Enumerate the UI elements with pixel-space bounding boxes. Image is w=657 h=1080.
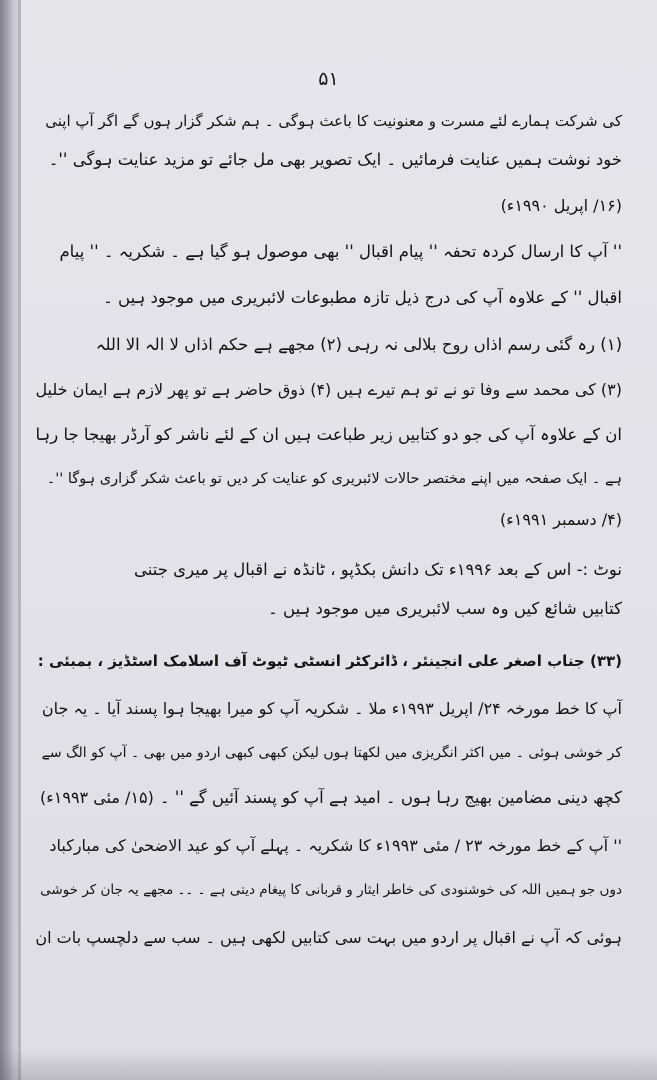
page-number: ۵۱ <box>318 68 339 90</box>
text-line-20: ہوئی کہ آپ نے اقبال پر اردو میں بہت سی کتابیں لکھی ہیں ۔ سب سے دلچسپ بات ان <box>35 928 622 947</box>
text-line-4: '' آپ کا ارسال کردہ تحفہ '' پیام اقبال '' بھی موصول ہو گیا ہے ۔ شکریہ ۔ '' پیام <box>59 242 622 261</box>
text-line-9: ہے ۔ ایک صفحہ میں اپنے مختصر حالات لائبریری کو عنایت کر دیں تو باعث شکر گزاری ہوگا ''۔ <box>46 471 622 487</box>
text-line-2: خود نوشت ہمیں عنایت فرمائیں ۔ ایک تصویر بھی مل جائے تو مزید عنایت ہوگی ''۔ <box>48 150 622 169</box>
date-line-2: (۴/ دسمبر ۱۹۹۱ء) <box>500 510 622 529</box>
text-line-18: '' آپ کے خط مورخہ ۲۳ / مئی ۱۹۹۳ء کا شکریہ ۔ پہلے آپ کو عید الاضحیٰ کی مبارکباد <box>49 836 622 855</box>
text-line-1: کی شرکت ہمارے لئے مسرت و معنونیت کا باعث ہوگی ۔ ہم شکر گزار ہوں گے اگر آپ اپنی <box>45 112 622 130</box>
note-line-1: نوٹ :- اس کے بعد ۱۹۹۶ء تک دانش بکڈپو ، ٹانڈہ نے اقبال پر میری جتنی <box>134 560 622 579</box>
text-line-16: کچھ دینی مضامین بھیج رہا ہوں ۔ امید ہے آپ کو پسند آئیں گے '' ۔ <box>159 788 622 807</box>
text-line-7: (۳) کی محمد سے وفا تو نے تو ہم تیرے ہیں (۴) ذوق حاضر ہے تو پھر لازم ہے ایمان خلیل <box>35 380 622 399</box>
text-line-5: اقبال '' کے علاوہ آپ کی درج ذیل تازہ مطبوعات لائبریری میں موجود ہیں ۔ <box>103 288 622 307</box>
note-line-2: کتابیں شائع کیں وہ سب لائبریری میں موجود ہیں ۔ <box>268 599 622 618</box>
page-binding-edge <box>18 0 21 1080</box>
text-line-15: کر خوشی ہوئی ۔ میں اکثر انگریزی میں لکھتا ہوں لیکن کبھی کبھی اردو میں بھی ۔ آپ کو الگ سے <box>41 745 622 761</box>
text-line-14: آپ کا خط مورخہ ۲۴/ اپریل ۱۹۹۳ء ملا ۔ شکریہ آپ کو میرا بھیجا ہوا پسند آیا ۔ یہ جان <box>41 699 622 718</box>
text-line-8: ان کے علاوہ آپ کی جو دو کتابیں زیر طباعت ہیں ان کے لئے ناشر کو آرڈر بھیجا جا رہا <box>35 425 622 444</box>
date-line-3: (۱۵/ مئی ۱۹۹۳ء) <box>40 788 154 807</box>
text-line-6: (۱) رہ گئی رسم اذاں روح بلالی نہ رہی (۲) مجھے ہے حکم اذاں لا الہ الا اللہ <box>95 335 622 354</box>
page-bottom-shadow <box>0 1050 657 1080</box>
date-line-1: (۱۶/ اپریل ۱۹۹۰ء) <box>500 196 622 215</box>
text-line-19: دوں جو ہمیں اللہ کی خوشنودی کی خاطر ایثار و قربانی کا پیغام دیتی ہے ۔ ۔۔ مجھے یہ جان کر خوشی <box>40 882 622 898</box>
section-heading: (۳۳) جناب اصغر علی انجینئر ، ڈائرکٹر انسٹی ٹیوٹ آف اسلامک اسٹڈیز ، بمبئی : <box>37 652 622 670</box>
